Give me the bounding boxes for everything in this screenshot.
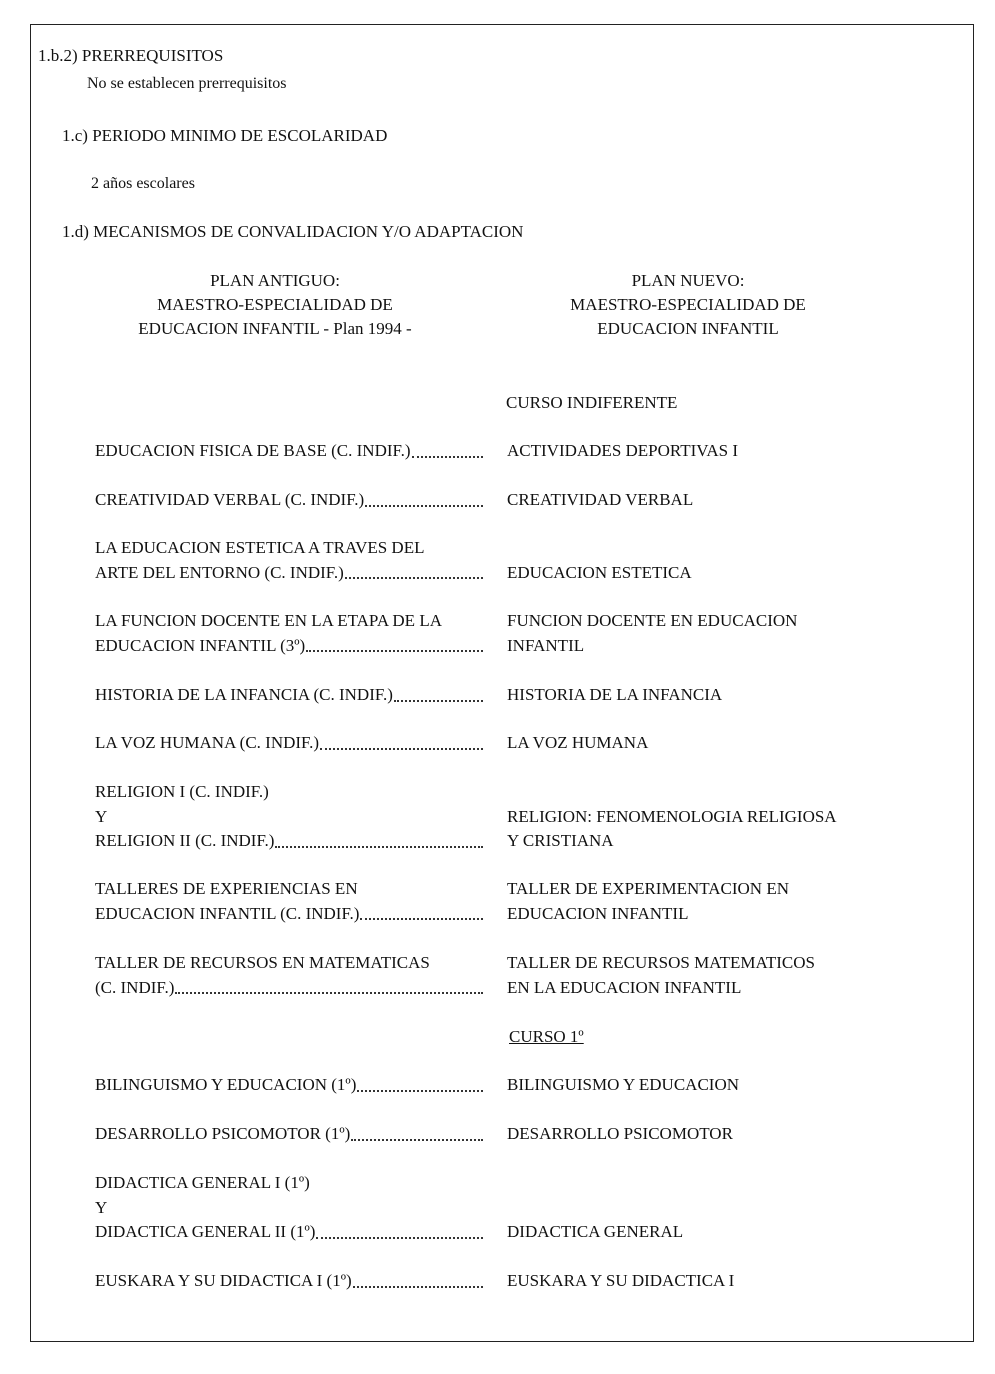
dot-leader [365,505,483,507]
old-course-entry [95,1269,483,1294]
new-course-line [507,1196,927,1221]
old-course-entry [95,439,483,464]
new-course-entry [507,780,927,854]
old-course-line: DIDACTICA GENERAL I (1º) [95,1173,310,1192]
new-course-entry [507,1269,927,1294]
old-course-line: Y [95,1197,108,1217]
new-plan-header [503,269,873,341]
new-course-entry [507,609,927,658]
new-course-line: EUSKARA Y SU DIDACTICA I [507,1271,735,1290]
new-course-entry [507,877,927,926]
old-course-line: CREATIVIDAD VERBAL (C. INDIF.) [95,490,365,509]
new-course-line: LA VOZ HUMANA [507,733,649,752]
new-course-line: TALLER DE RECURSOS MATEMATICOS [507,953,815,972]
dot-leader [320,748,483,750]
old-course-line: RELIGION II (C. INDIF.) [95,831,275,850]
group-heading-indiferente: CURSO INDIFERENTE [506,393,678,412]
new-course-entry [507,1171,927,1245]
old-course-line: LA VOZ HUMANA (C. INDIF.) [95,733,320,752]
old-course-line: DIDACTICA GENERAL II (1º) [95,1222,316,1241]
old-course-line: (C. INDIF.) [95,977,175,997]
new-plan-line2: MAESTRO-ESPECIALIDAD DE [570,295,806,314]
new-course-line: EN LA EDUCACION INFANTIL [507,977,742,997]
new-course-line: BILINGUISMO Y EDUCACION [507,1075,740,1094]
dot-leader [306,650,483,652]
dot-leader [360,918,483,920]
old-course-line: EUSKARA Y SU DIDACTICA I (1º) [95,1271,352,1290]
new-course-line: TALLER DE EXPERIMENTACION EN [507,879,789,898]
dot-leader [353,1286,483,1288]
old-course-line: EDUCACION INFANTIL (C. INDIF.) [95,903,360,923]
old-course-entry [95,780,483,854]
old-course-line: EDUCACION INFANTIL (3º) [95,635,306,655]
old-course-line: LA FUNCION DOCENTE EN LA ETAPA DE LA [95,611,442,630]
new-course-entry [507,1122,927,1147]
old-course-line: Y [95,806,108,826]
new-course-line: Y CRISTIANA [507,831,614,850]
dot-leader [394,700,483,702]
old-plan-header [90,269,460,341]
dot-leader [357,1090,483,1092]
new-course-entry [507,683,927,708]
dot-leader [175,992,483,994]
old-course-entry [95,731,483,756]
old-course-line: ARTE DEL ENTORNO (C. INDIF.) [95,562,344,582]
new-course-line: DIDACTICA GENERAL [507,1222,684,1241]
period-text: 2 años escolares [91,175,195,192]
old-course-line: EDUCACION FISICA DE BASE (C. INDIF.) [95,441,411,460]
new-course-entry [507,488,927,513]
new-course-entry [507,731,927,756]
new-course-line [507,536,927,561]
new-course-line: DESARROLLO PSICOMOTOR [507,1124,733,1143]
new-course-line: ACTIVIDADES DEPORTIVAS I [507,441,739,460]
new-course-line: EDUCACION INFANTIL [507,903,689,923]
old-plan-line2: MAESTRO-ESPECIALIDAD DE [157,295,393,314]
old-course-line: RELIGION I (C. INDIF.) [95,782,269,801]
new-course-entry [507,439,927,464]
old-course-entry [95,536,483,585]
old-course-entry [95,951,483,1000]
dot-leader [316,1237,483,1239]
new-course-line: EDUCACION ESTETICA [507,562,692,582]
period-heading: 1.c) PERIODO MINIMO DE ESCOLARIDAD [62,126,388,145]
new-course-line: INFANTIL [507,635,585,655]
old-course-line: LA EDUCACION ESTETICA A TRAVES DEL [95,538,425,557]
new-course-line: FUNCION DOCENTE EN EDUCACION [507,611,798,630]
mechanisms-heading: 1.d) MECANISMOS DE CONVALIDACION Y/O ADAPTACION [62,222,524,241]
new-course-line: HISTORIA DE LA INFANCIA [507,685,723,704]
old-course-entry [95,1122,483,1147]
dot-leader [345,577,483,579]
old-course-line: HISTORIA DE LA INFANCIA (C. INDIF.) [95,685,393,704]
old-plan-line1: PLAN ANTIGUO: [210,271,340,290]
new-course-line: CREATIVIDAD VERBAL [507,490,694,509]
old-course-entry [95,877,483,926]
old-course-entry [95,683,483,708]
new-course-entry [507,1073,927,1098]
old-course-line: BILINGUISMO Y EDUCACION (1º) [95,1075,357,1094]
new-plan-line1: PLAN NUEVO: [631,271,745,290]
old-course-entry [95,1171,483,1245]
old-course-line: DESARROLLO PSICOMOTOR (1º) [95,1124,351,1143]
old-course-entry [95,1073,483,1098]
old-course-line: TALLER DE RECURSOS EN MATEMATICAS [95,953,430,972]
new-course-line: RELIGION: FENOMENOLOGIA RELIGIOSA [507,806,837,826]
group-heading-curso-1: CURSO 1º [509,1027,584,1046]
prerequisites-heading: 1.b.2) PRERREQUISITOS [38,46,224,65]
dot-leader [412,456,483,458]
old-plan-line3: EDUCACION INFANTIL - Plan 1994 - [138,319,412,338]
old-course-line: TALLERES DE EXPERIENCIAS EN [95,879,358,898]
dot-leader [275,846,483,848]
new-course-entry [507,951,927,1000]
prerequisites-text: No se establecen prerrequisitos [87,75,287,92]
dot-leader [351,1139,483,1141]
new-plan-line3: EDUCACION INFANTIL [597,319,779,338]
new-course-entry [507,536,927,585]
old-course-entry [95,488,483,513]
new-course-line [507,780,927,805]
new-course-line [507,1171,927,1196]
old-course-entry [95,609,483,658]
